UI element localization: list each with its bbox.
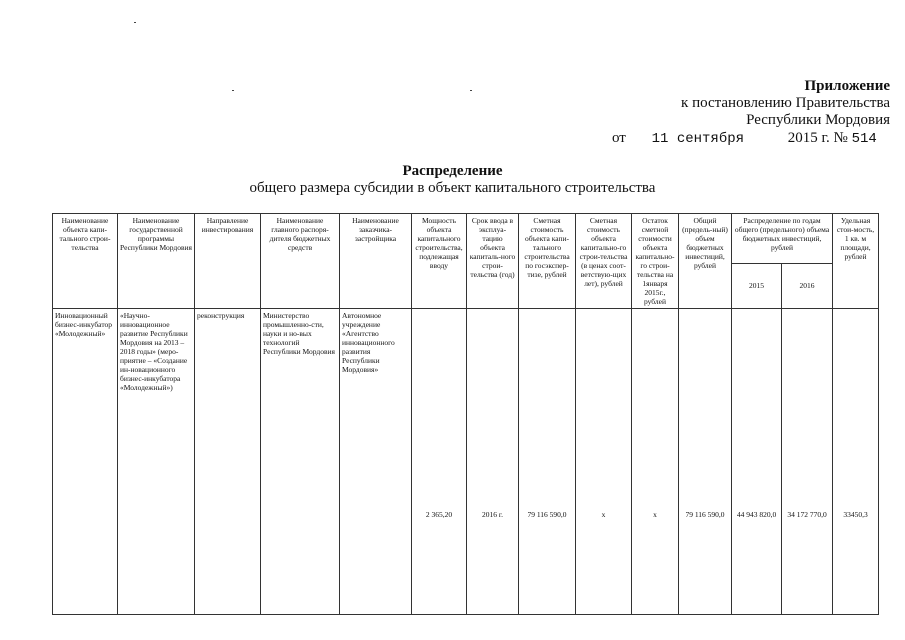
cell-cost-expertise: 79 116 590,0 bbox=[519, 309, 576, 615]
decree-year: 2015 г. № bbox=[787, 130, 848, 146]
cell-remainder: х bbox=[632, 309, 679, 615]
cell-manager: Министерство промышленно-сти, науки и но-вых технологий Республики Мордовия bbox=[261, 309, 340, 615]
scan-speck bbox=[470, 90, 472, 91]
title-line-1: Распределение bbox=[402, 163, 503, 179]
header-customer: Наименование заказчика-застройщика bbox=[340, 214, 412, 309]
subsidy-table bbox=[52, 213, 879, 615]
scan-speck bbox=[134, 22, 136, 23]
appendix-block bbox=[600, 78, 890, 129]
header-unit-cost: Удельная стои-мость, 1 кв. м площади, рублей bbox=[833, 214, 879, 309]
cell-total: 79 116 590,0 bbox=[679, 309, 732, 615]
header-object: Наименование объекта капи-тального строи-тельства bbox=[53, 214, 118, 309]
header-year: Срок ввода в эксплуа-тацию объекта капиталь-ного строи-тельства (год) bbox=[467, 214, 519, 309]
cell-customer: Автономное учреждение «Агентство инновационного развития Республики Мордовия» bbox=[340, 309, 412, 615]
header-row bbox=[53, 214, 879, 264]
cell-object: Инновационный бизнес-инкубатор «Молодежный» bbox=[53, 309, 118, 615]
appendix-line-2: Республики Мордовия bbox=[746, 112, 890, 128]
cell-capacity: 2 365,20 bbox=[412, 309, 467, 615]
cell-unit-cost: 33450,3 bbox=[833, 309, 879, 615]
cell-2015: 44 943 820,0 bbox=[732, 309, 782, 615]
appendix-title: Приложение bbox=[804, 78, 890, 94]
decree-date: 11 сентября bbox=[651, 131, 745, 147]
header-distribution: Распределение по годам общего (предельного) объема бюджетных инвестиций, рублей bbox=[732, 214, 833, 264]
header-2016: 2016 bbox=[782, 263, 833, 308]
header-cost-years: Сметная стоимость объекта капитально-го строи-тельства (в ценах соот-ветствую-щих лет), рублей bbox=[576, 214, 632, 309]
header-cost-expertise: Сметная стоимость объекта капи-тального строительства по госэкспер-тизе, рублей bbox=[519, 214, 576, 309]
decree-line bbox=[612, 130, 877, 147]
header-remainder: Остаток сметной стоимости объекта капитально-го строи-тельства на 1января 2015г., рублей bbox=[632, 214, 679, 309]
appendix-line-1: к постановлению Правительства bbox=[681, 95, 890, 111]
header-total: Общий (предель-ный) объем бюджетных инвестиций, рублей bbox=[679, 214, 732, 309]
header-manager: Наименование главного распоря-дителя бюджетных средств bbox=[261, 214, 340, 309]
header-2015: 2015 bbox=[732, 263, 782, 308]
decree-number: 514 bbox=[851, 131, 877, 147]
scan-speck bbox=[232, 90, 234, 91]
header-program: Наименование государственной программы Республики Мордовия bbox=[118, 214, 195, 309]
header-capacity: Мощность объекта капитального строительства, подлежащая вводу bbox=[412, 214, 467, 309]
title-line-2: общего размера субсидии в объект капитального строительства bbox=[249, 180, 656, 196]
header-direction: Направление инвестирования bbox=[195, 214, 261, 309]
cell-program: «Научно-инновационное развитие Республики Мордовия на 2013 – 2018 годы» (меро-приятие – «Создание ин-новационного бизнес-инкубатора «Молодежный») bbox=[118, 309, 195, 615]
table-row bbox=[53, 309, 879, 615]
cell-2016: 34 172 770,0 bbox=[782, 309, 833, 615]
document-title bbox=[0, 163, 905, 197]
cell-direction: реконструкция bbox=[195, 309, 261, 615]
decree-prefix: от bbox=[612, 130, 626, 146]
cell-year: 2016 г. bbox=[467, 309, 519, 615]
cell-cost-years: х bbox=[576, 309, 632, 615]
